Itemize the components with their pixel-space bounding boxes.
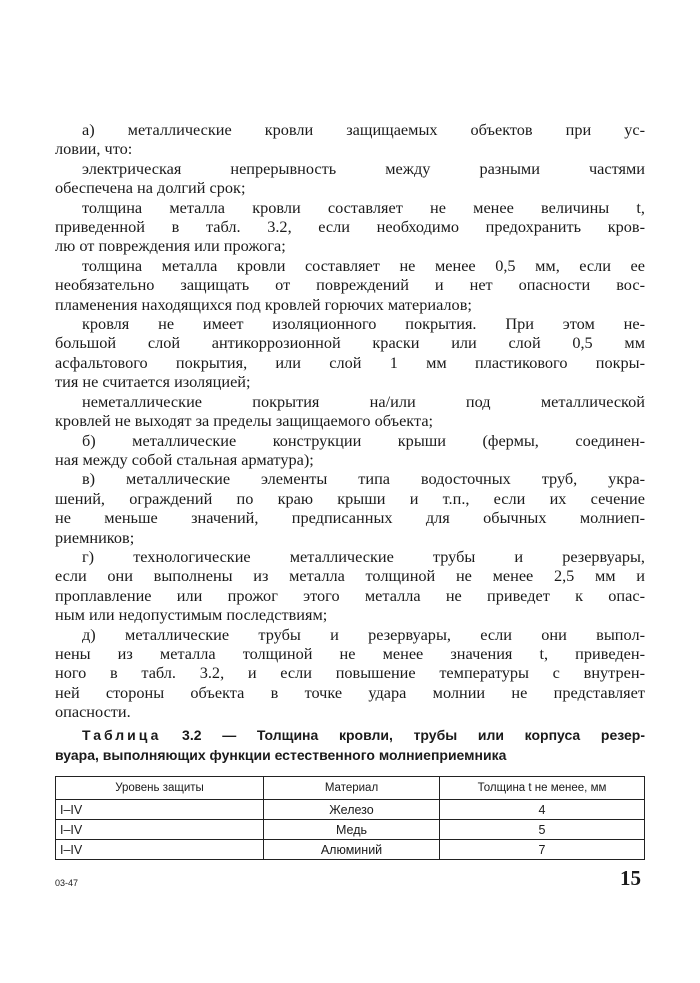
text-line: большой слой антикоррозионной краски или слой 0,5 мм [55,333,645,353]
text-line: пламенения находящихся под кровлей горючих материалов; [55,294,472,314]
text-line: необязательно защищать от повреждений и нет опасности вос- [55,275,645,295]
text-line: ного в табл. 3.2, и если повышение температуры с внутрен- [55,663,645,683]
text-line: кровлей не выходят за пределы защищаемого объекта; [55,411,434,431]
caption-line: вуара, выполняющих функции естественного молниеприемника [55,747,507,763]
text-line: толщина металла кровли составляет не менее 0,5 мм, если ее [82,255,645,275]
text-line: проплавление или прожог этого металла не приведет к опас- [55,585,645,605]
text-line: а) металлические кровли защищаемых объектов при ус- [82,120,645,139]
table-cell: I–IV [56,820,264,840]
text-line: лю от повреждения или прожога; [55,236,286,256]
text-line: не меньше значений, предписанных для обычных молниеп- [55,508,645,528]
caption-line: 3.2 — Толщина кровли, трубы или корпуса резер- [182,727,646,743]
page-number: 15 [620,866,641,890]
column-header: Материал [264,777,440,800]
thickness-table [55,776,645,860]
text-line: б) металлические конструкции крыши (фермы, соединен- [82,430,645,450]
text-line: ловии, что: [55,139,133,159]
text-line: в) металлические элементы типа водосточных труб, укра- [82,469,645,489]
table-cell: 4 [440,800,645,820]
text-line: тия не считается изоляцией; [55,372,251,392]
text-line: электрическая непрерывность между разными частями [82,158,645,178]
text-line: кровля не имеет изоляционного покрытия. При этом не- [82,314,645,334]
table-cell: Железо [264,800,440,820]
body-text [55,120,645,722]
table-row [56,840,645,860]
table-cell: Алюминий [264,840,440,860]
table-cell: 5 [440,820,645,840]
text-line: асфальтового покрытия, или слой 1 мм пластикового покры- [55,352,645,372]
text-line: д) металлические трубы и резервуары, если они выпол- [82,624,645,644]
text-line: обеспечена на долгий срок; [55,178,246,198]
column-header: Уровень защиты [56,777,264,800]
text-line: риемников; [55,527,135,547]
text-line: нены из металла толщиной не менее значения t, приведен- [55,643,645,663]
text-line: неметаллические покрытия на/или под металлической [82,391,645,411]
text-line: толщина металла кровли составляет не менее величины t, [82,197,645,217]
text-line: опасности. [55,702,131,722]
table-cell: I–IV [56,800,264,820]
text-line: шений, ограждений по краю крыши и т.п., если их сечение [55,488,645,508]
table-label: Таблица [82,727,162,743]
text-line: ная между собой стальная арматура); [55,449,314,469]
table-cell: I–IV [56,840,264,860]
table-row [56,820,645,840]
table-cell: 7 [440,840,645,860]
column-header: Толщина t не менее, мм [440,777,645,800]
table-cell: Медь [264,820,440,840]
print-code: 03-47 [55,878,79,888]
text-line: ней стороны объекта в точке удара молнии не представляет [55,682,645,702]
text-line: если они выполнены из металла толщиной не менее 2,5 мм и [55,566,645,586]
table-row [56,800,645,820]
text-line: ным или недопустимым последствиям; [55,605,328,625]
text-line: г) технологические металлические трубы и резервуары, [82,546,645,566]
table-caption [55,725,645,765]
text-line: приведенной в табл. 3.2, если необходимо предохранить кров- [55,217,645,237]
